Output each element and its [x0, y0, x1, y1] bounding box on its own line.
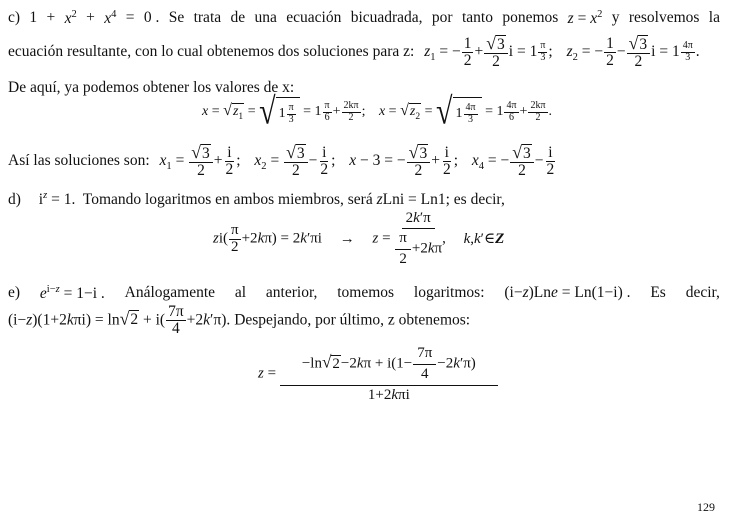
section-e-label: e): [8, 284, 21, 301]
section-c-text-3: De aquí, ya podemos obtener los valores de x:: [8, 79, 295, 96]
section-e-line-1: e) $e^{i-z} = 1-i$ . Análogamente al anterior, tomemos logaritmos: (i−z)Lne = Ln(1−i) . Es decir,: [8, 284, 720, 303]
section-e-text-2: Despejando, por último, z obtenemos:: [234, 311, 471, 329]
final-z-formula: z = −ln√2−2kπ + i(1− $\frac{7\pi}{4}$ −2k′π) 1+2kπi: [258, 346, 498, 403]
solutions-line: [8, 143, 557, 180]
solutions-label: Así las soluciones son:: [8, 151, 150, 169]
section-d-label: d): [8, 191, 21, 209]
section-e-line-2: (i−z)(1+2kπi) = ln√2 + i( $\frac{7\pi}{4}$ +2k′π). Despejando, por último, z obtenemos:: [8, 303, 471, 338]
section-c-line-2: [8, 34, 700, 71]
section-c-line-1: c) 1 + $x^2$ + $x^4$ = 0 . Se trata de una ecuación bicuadrada, por tanto ponemos $z = x^2$ y resolvemos la: [8, 9, 720, 28]
x3-formula: x − 3 = − $\frac{√3}{2}$ + $\frac{i}{2}$ ;: [349, 142, 458, 180]
x2-formula: $x_2$ = $\frac{√3}{2}$ − $\frac{i}{2}$ ;: [254, 142, 336, 180]
x1-formula: $x_1$ = $\frac{√3}{2}$ + $\frac{i}{2}$ ;: [159, 142, 241, 180]
x-values-formula: $x = √z_1$ = √ 1 $\frac{\pi}{3}$ = 1 $\frac{\pi}{6}$ + $\frac{2k\pi}{2}$ ; $x = √z_2$ = √ 1 $\frac{4\pi}{3}$ = 1 $\frac{4\pi}{6}$ + $\frac{2k\pi}{2}$ .: [202, 90, 553, 132]
section-d-line-1: d) $i^z = 1$. Tomando logaritmos en ambos miembros, será zLni = Ln1; es decir,: [8, 190, 505, 209]
section-c-text-2: ecuación resultante, con lo cual obtenemos dos soluciones para z:: [8, 42, 415, 60]
z2-formula: $z_2$ = − $\frac{1}{2}$ − $\frac{√3}{2}$ i = 1 $\frac{4\pi}{3}$ .: [566, 33, 700, 71]
page-number: 129: [697, 500, 715, 514]
x4-formula: $x_4$ = − $\frac{√3}{2}$ − $\frac{i}{2}$: [471, 142, 555, 180]
z1-formula: $z_1$ = − $\frac{1}{2}$ + $\frac{√3}{2}$ i = 1 $\frac{\pi}{3}$ ;: [424, 33, 557, 71]
section-d-formula: zi( $\frac{\pi}{2}$ +2kπ) = 2k′πi → z = 2k′π $\frac{\pi}{2}$ +2kπ , k,k′∈Z: [213, 210, 505, 267]
section-c-label: c): [8, 9, 21, 26]
section-c-line-3: [8, 80, 294, 96]
